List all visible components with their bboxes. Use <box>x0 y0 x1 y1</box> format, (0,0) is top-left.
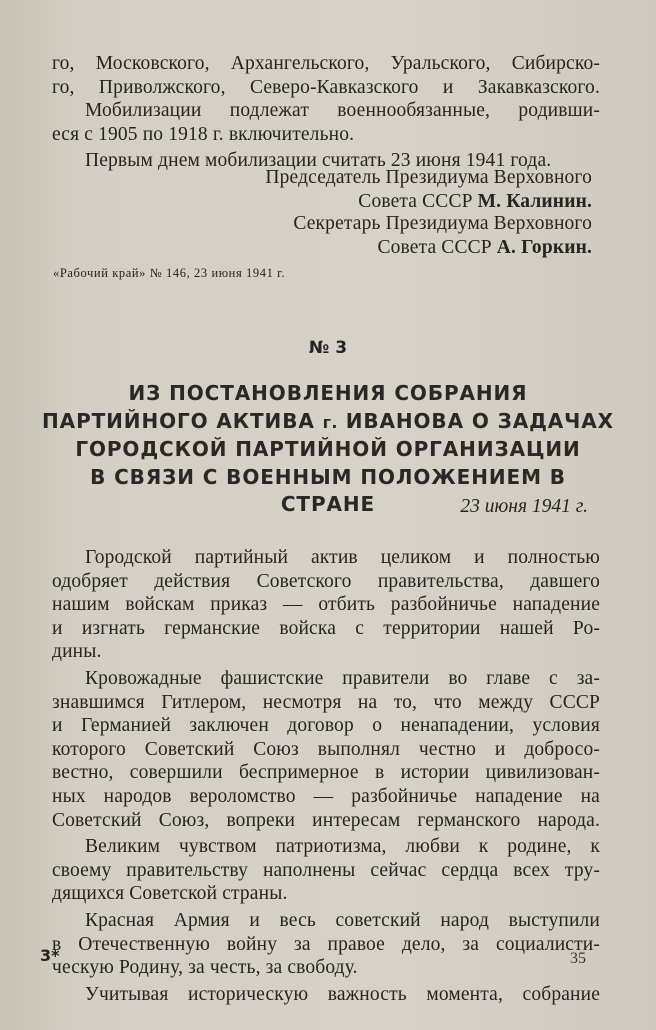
page-number: 35 <box>570 950 586 967</box>
text-line: Советский Союз, вопреки интересам германского народа. <box>52 809 600 831</box>
heading-line: ГОРОДСКОЙ ПАРТИЙНОЙ ОРГАНИЗАЦИИ <box>75 437 581 461</box>
text-line: и изгнать германские войска с территории нашей Ро- <box>52 617 600 639</box>
text-line: Учитывая историческую важность момента, собрание <box>85 983 600 1005</box>
text-line: дины. <box>52 641 102 663</box>
text-line: которого Советский Союз выполнял честно и добросо- <box>52 738 600 760</box>
signature-block-chairman <box>265 166 592 213</box>
body-text-block <box>52 546 600 1006</box>
text-line: одобряет действия Советского правительства, давшего <box>52 570 600 592</box>
signature-title: Секретарь Президиума Верховного <box>293 213 592 234</box>
text-line: Великим чувством патриотизма, любви к родине, к <box>85 836 600 858</box>
text-line: дящихся Советской страны. <box>52 883 288 905</box>
heading-fragment: ИВАНОВА О ЗАДАЧАХ <box>345 408 614 433</box>
text-line: Красная Армия и весь советский народ выступили <box>85 909 600 931</box>
top-text-block <box>52 52 600 173</box>
heading-fragment: ПАРТИЙНОГО АКТИВА <box>42 408 315 433</box>
signature-council: Совета СССР <box>358 190 473 212</box>
signature-title: Председатель Президиума Верховного <box>265 167 592 188</box>
text-line: Кровожадные фашистские правители во главе с за- <box>85 667 600 689</box>
heading-line: ИЗ ПОСТАНОВЛЕНИЯ СОБРАНИЯ <box>128 381 528 405</box>
text-line: вестно, совершили беспримерное в истории цивилизован- <box>52 762 600 784</box>
heading-line: В СВЯЗИ С ВОЕННЫМ ПОЛОЖЕНИЕМ В СТРАНЕ <box>90 464 566 516</box>
heading-fragment: г. <box>322 412 338 432</box>
signature-council: Совета СССР <box>377 236 492 258</box>
text-line: нашим войскам приказ — отбить разбойничье нападение <box>52 594 600 616</box>
document-number: № 3 <box>308 338 348 358</box>
text-line: своему правительству наполнены сейчас сердца всех тру- <box>52 859 600 881</box>
signature-block-secretary <box>293 212 592 259</box>
heading-line <box>40 408 616 437</box>
signature-name-gorkin: А. Горкин. <box>496 236 592 258</box>
signature-name-kalinin: М. Калинин. <box>477 190 592 212</box>
text-line: Первым днем мобилизации считать 23 июня 1941 года. <box>85 150 552 172</box>
text-line: го, Московского, Архангельского, Уральского, Сибирско- <box>52 53 600 74</box>
text-line: ческую Родину, за честь, за свободу. <box>52 957 358 979</box>
source-citation: «Рабочий край» № 146, 23 июня 1941 г. <box>53 266 286 280</box>
text-line: Мобилизации подлежат военнообязанные, родивши- <box>85 100 600 122</box>
text-line: го, Приволжского, Северо-Кавказского и Закавказского. <box>52 76 600 98</box>
signature-mark: 3* <box>40 946 60 965</box>
document-date: 23 июня 1941 г. <box>460 496 588 517</box>
text-line: знавшимся Гитлером, несмотря на то, что между СССР <box>52 691 600 713</box>
text-line: в Отечественную войну за правое дело, за социалисти- <box>52 933 600 955</box>
text-line: ных народов вероломство — разбойничье нападение на <box>52 785 600 807</box>
text-line: Городской партийный актив целиком и полностью <box>85 547 600 568</box>
text-line: и Германией заключен договор о ненападении, условия <box>52 715 600 737</box>
text-line: еся с 1905 по 1918 г. включительно. <box>52 123 355 145</box>
